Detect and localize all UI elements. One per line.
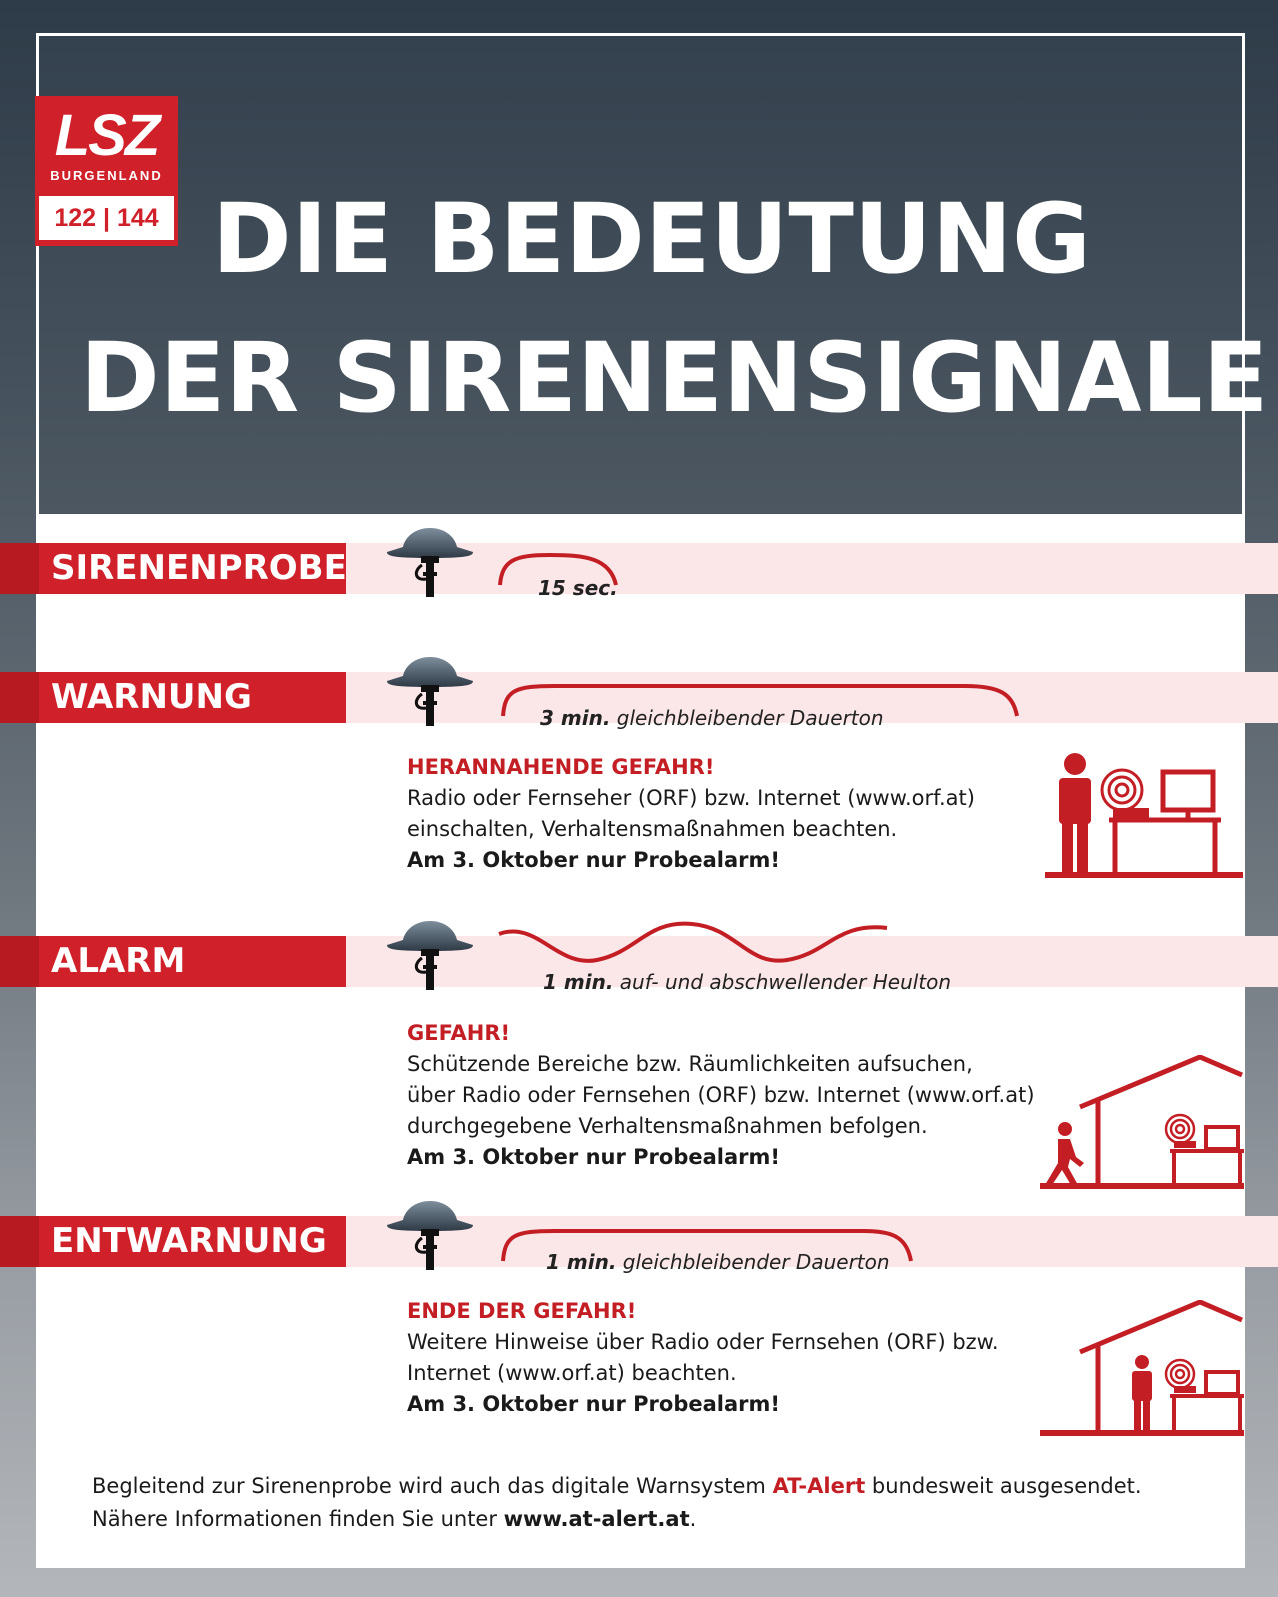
label-bar-warnung <box>0 672 346 723</box>
info-heading-entwarnung: ENDE DER GEFAHR! <box>407 1299 637 1323</box>
signal-name-entwarnung: ENTWARNUNG <box>51 1221 327 1261</box>
page-title-line2: DER SIRENENSIGNALE <box>80 322 1269 434</box>
info-note-entwarnung: Am 3. Oktober nur Probealarm! <box>407 1392 780 1416</box>
house-icon <box>1080 1057 1242 1185</box>
person-icon <box>1059 753 1091 874</box>
tv-icon <box>1163 772 1213 820</box>
siren-icon <box>385 1198 475 1270</box>
info-line: Schützende Bereiche bzw. Räumlichkeiten aufsuchen, <box>407 1052 973 1076</box>
signal-name-warnung: WARNUNG <box>51 677 252 717</box>
tone-label-sirenenprobe: 15 sec. <box>538 576 618 600</box>
at-alert-url[interactable]: www.at-alert.at <box>503 1507 690 1531</box>
tone-curve-alarm <box>497 920 892 972</box>
info-note-alarm: Am 3. Oktober nur Probealarm! <box>407 1145 780 1169</box>
illustration-entwarnung <box>1040 1300 1245 1440</box>
at-alert-highlight: AT-Alert <box>772 1474 866 1498</box>
info-warnung <box>407 752 975 876</box>
info-line: Radio oder Fernseher (ORF) bzw. Internet (www.orf.at) <box>407 786 975 810</box>
tone-label-entwarnung: 1 min. gleichbleibender Dauerton <box>546 1250 890 1274</box>
tv-icon <box>1206 1127 1238 1149</box>
house-icon <box>1080 1302 1242 1432</box>
signal-name-alarm: ALARM <box>51 941 186 981</box>
footer-text <box>92 1470 1142 1536</box>
radio-waves-icon <box>1166 1360 1194 1388</box>
info-heading-alarm: GEFAHR! <box>407 1021 511 1045</box>
info-line: einschalten, Verhaltensmaßnahmen beachten. <box>407 817 898 841</box>
person-icon <box>1132 1355 1152 1432</box>
footer-line2: Nähere Informationen finden Sie unter www.at-alert.at. <box>92 1507 697 1531</box>
siren-icon <box>385 918 475 990</box>
label-bar-sirenenprobe <box>0 543 346 594</box>
label-bar-entwarnung <box>0 1216 346 1267</box>
info-line: Weitere Hinweise über Radio oder Fernsehen (ORF) bzw. <box>407 1330 999 1354</box>
info-alarm <box>407 1018 1035 1173</box>
siren-icon <box>385 525 475 597</box>
lsz-logo <box>35 96 178 246</box>
radio-waves-icon <box>1102 770 1142 810</box>
footer-line1: Begleitend zur Sirenenprobe wird auch das digitale Warnsystem AT-Alert bundesweit ausgesendet. <box>92 1474 1142 1498</box>
walking-person-icon <box>1045 1122 1084 1185</box>
info-line: über Radio oder Fernsehen (ORF) bzw. Internet (www.orf.at) <box>407 1083 1035 1107</box>
siren-icon <box>385 654 475 726</box>
info-entwarnung <box>407 1296 999 1420</box>
illustration-warnung <box>1045 750 1245 890</box>
illustration-alarm <box>1040 1055 1245 1195</box>
info-line: Internet (www.orf.at) beachten. <box>407 1361 737 1385</box>
page-title-line1: DIE BEDEUTUNG <box>212 183 1091 295</box>
tone-label-warnung: 3 min. gleichbleibender Dauerton <box>540 706 884 730</box>
logo-region: BURGENLAND <box>50 168 163 183</box>
logo-numbers: 122 | 144 <box>39 196 174 240</box>
label-bar-alarm <box>0 936 346 987</box>
signal-name-sirenenprobe: SIRENENPROBE <box>51 548 347 588</box>
info-heading-warnung: HERANNAHENDE GEFAHR! <box>407 755 715 779</box>
radio-waves-icon <box>1166 1115 1194 1143</box>
info-line: durchgegebene Verhaltensmaßnahmen befolgen. <box>407 1114 928 1138</box>
logo-brand: LSZ <box>54 103 159 168</box>
tv-icon <box>1206 1372 1238 1394</box>
info-note-warnung: Am 3. Oktober nur Probealarm! <box>407 848 780 872</box>
tone-label-alarm: 1 min. auf- und abschwellender Heulton <box>543 970 952 994</box>
